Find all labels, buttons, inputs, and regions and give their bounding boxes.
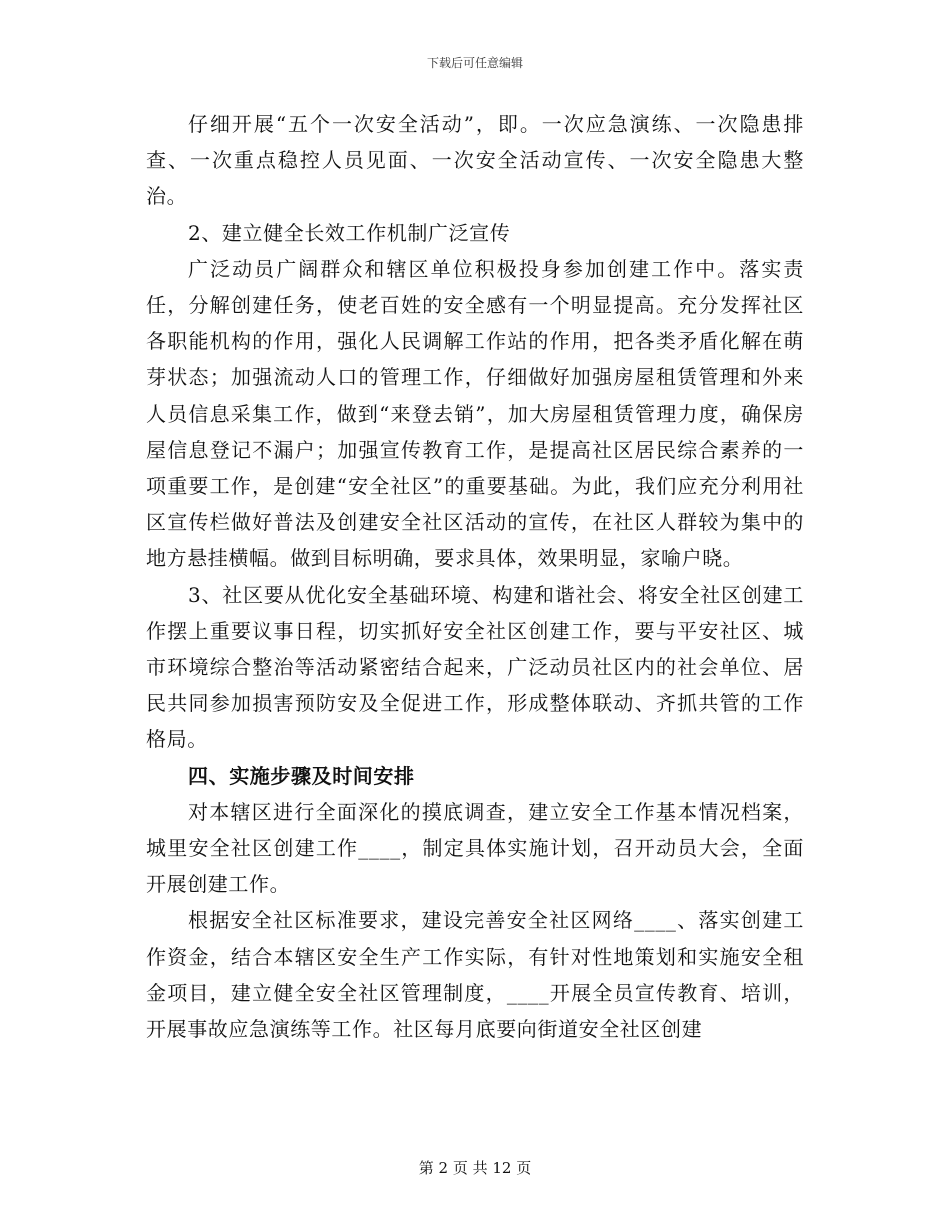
paragraph-activities: 仔细开展“五个一次安全活动”，即。一次应急演练、一次隐患排查、一次重点稳控人员见面、一次安全活动宣传、一次安全隐患大整治。 (146, 112, 804, 209)
paragraph-standards: 根据安全社区标准要求，建设完善安全社区网络____、落实创建工作资金，结合本辖区安全生产工作实际，有针对性地策划和实施安全租金项目，建立健全安全社区管理制度，____开展全员宣传教育、培训，开展事故应急演练等工作。社区每月底要向街道安全社区创建 (146, 908, 804, 1042)
heading-mechanism: 2、建立健全长效工作机制广泛宣传 (188, 220, 511, 245)
page-footer: 第 2 页 共 12 页 (418, 1159, 532, 1177)
document-body (146, 106, 804, 1047)
paragraph-publicity: 广泛动员广阔群众和辖区单位积极投身参加创建工作中。落实责任，分解创建任务，使老百姓的安全感有一个明显提高。充分发挥社区各职能机构的作用，强化人民调解工作站的作用，把各类矛盾化解在萌芽状态；加强流动人口的管理工作，仔细做好加强房屋租赁管理和外来人员信息采集工作，做到“来登去销”，加大房屋租赁管理力度，确保房屋信息登记不漏户；加强宣传教育工作，是提高社区居民综合素养的一项重要工作，是创建“安全社区”的重要基础。为此，我们应充分利用社区宣传栏做好普法及创建安全社区活动的宣传，在社区人群较为集中的地方悬挂横幅。做到目标明确，要求具体，效果明显，家喻户晓。 (146, 256, 804, 571)
page-header: 下载后可任意编辑 (426, 56, 523, 70)
paragraph-community: 3、社区要从优化安全基础环境、构建和谐社会、将安全社区创建工作摆上重要议事日程，切实抓好安全社区创建工作，要与平安社区、城市环境综合整治等活动紧密结合起来，广泛动员社区内的社会单位、居民共同参加损害预防安及全促进工作，形成整体联动、齐抓共管的工作格局。 (146, 582, 804, 752)
heading-implementation-steps: 四、实施步骤及时间安排 (188, 763, 415, 788)
paragraph-survey: 对本辖区进行全面深化的摸底调查，建立安全工作基本情况档案，城里安全社区创建工作____，制定具体实施计划，召开动员大会，全面开展创建工作。 (146, 799, 804, 897)
